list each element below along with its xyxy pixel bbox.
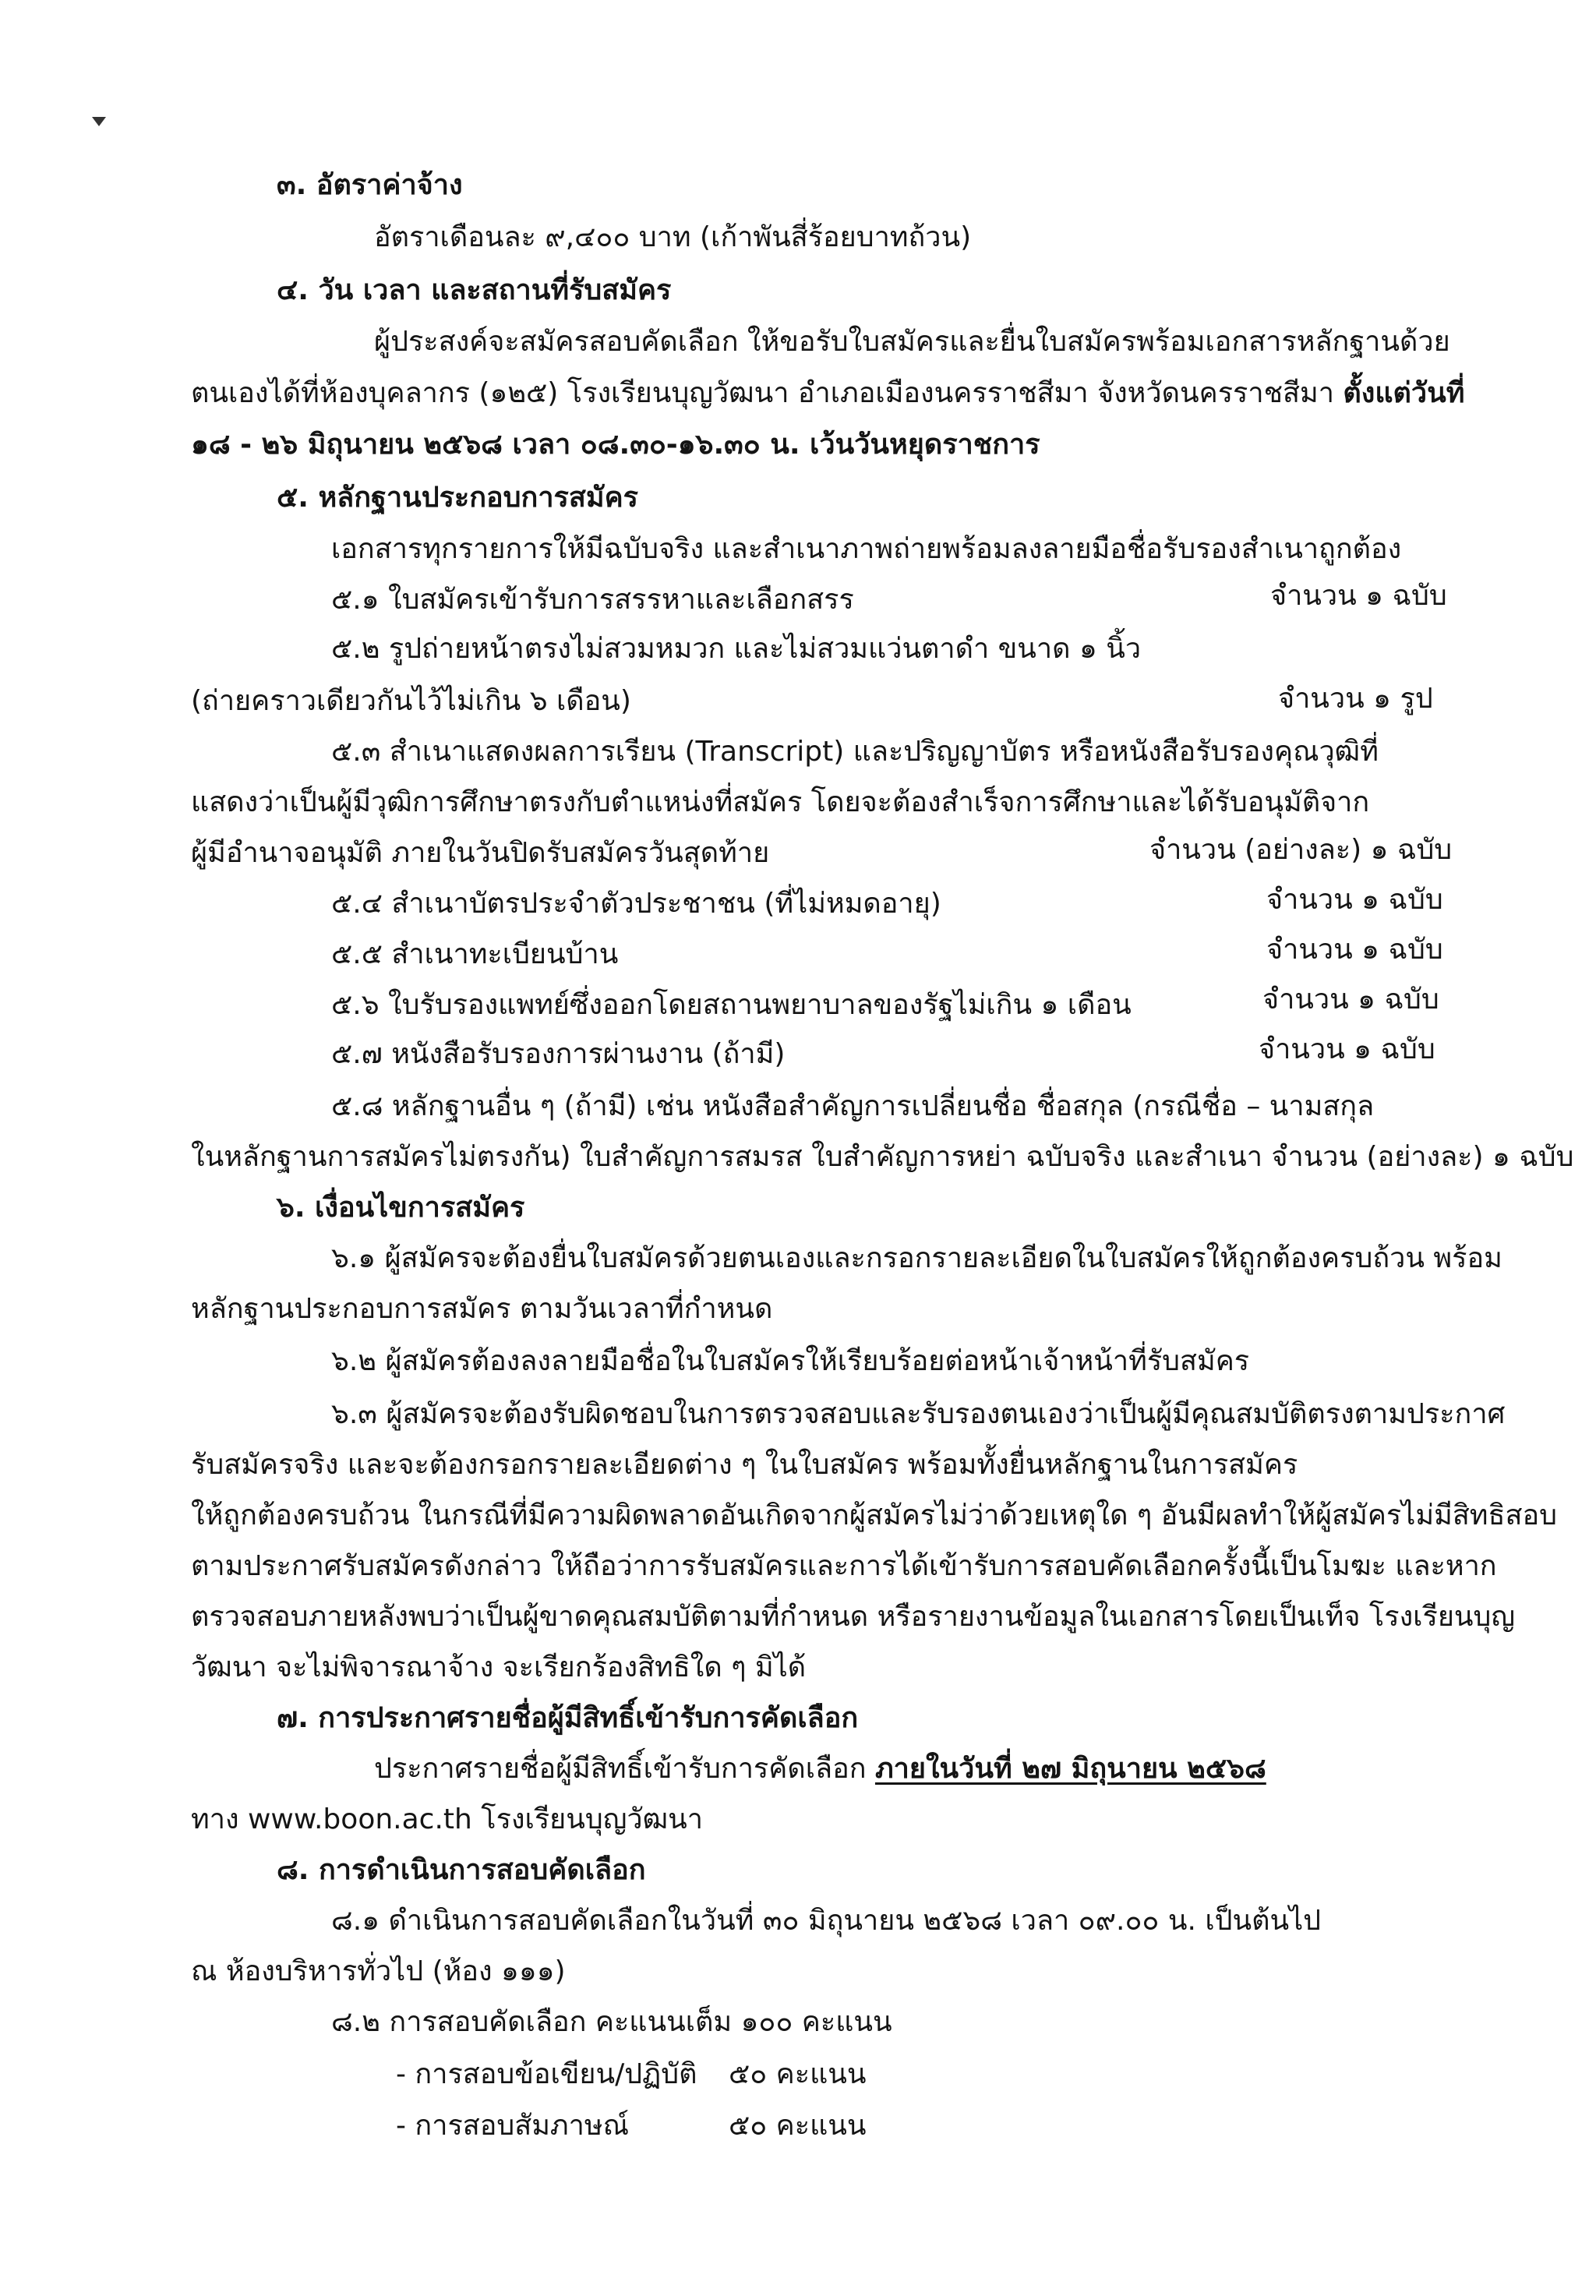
doc-item-5-6: ๕.๖ ใบรับรองแพทย์ซึ่งออกโดยสถานพยาบาลของรัฐไม่เกิน ๑ เดือน bbox=[331, 989, 1132, 1021]
doc-item-5-1: ๕.๑ ใบสมัครเข้ารับการสรรหาและเลือกสรร bbox=[331, 584, 854, 616]
application-line-2: ตนเองได้ที่ห้องบุคลากร (๑๒๕) โรงเรียนบุญวัฒนา อำเภอเมืองนครราชสีมา จังหวัดนครราชสีมา ตั้งแต่วันที่ bbox=[191, 377, 1465, 409]
doc-item-5-3-cont-1: แสดงว่าเป็นผู้มีวุฒิการศึกษาตรงกับตำแหน่งที่สมัคร โดยจะต้องสำเร็จการศึกษาและได้รับอนุมัติจาก bbox=[191, 786, 1370, 818]
doc-item-5-4-amount: จำนวน ๑ ฉบับ bbox=[1266, 884, 1443, 916]
doc-item-5-7-amount: จำนวน ๑ ฉบับ bbox=[1259, 1033, 1435, 1065]
condition-6-3: ๖.๓ ผู้สมัครจะต้องรับผิดชอบในการตรวจสอบและรับรองตนเองว่าเป็นผู้มีคุณสมบัติตรงตามประกาศ bbox=[331, 1398, 1506, 1430]
doc-item-5-4: ๕.๔ สำเนาบัตรประจำตัวประชาชน (ที่ไม่หมดอายุ) bbox=[331, 888, 941, 920]
salary-rate: อัตราเดือนละ ๙,๔๐๐ บาท (เก้าพันสี่ร้อยบาทถ้วน) bbox=[374, 221, 972, 253]
exam-8-1-cont: ณ ห้องบริหารทั่วไป (ห้อง ๑๑๑) bbox=[191, 1955, 566, 1987]
doc-item-5-3: ๕.๓ สำเนาแสดงผลการเรียน (Transcript) และปริญญาบัตร หรือหนังสือรับรองคุณวุฒิที่ bbox=[331, 736, 1379, 768]
condition-6-3-line-2: รับสมัครจริง และจะต้องกรอกรายละเอียดต่าง ๆ ในใบสมัคร พร้อมทั้งยื่นหลักฐานในการสมัคร bbox=[191, 1449, 1298, 1481]
condition-6-3-line-3: ให้ถูกต้องครบถ้วน ในกรณีที่มีความผิดพลาดอันเกิดจากผู้สมัครไม่ว่าด้วยเหตุใด ๆ อันมีผลทำให้ผู้สมัครไม่มีสิทธิสอบ bbox=[191, 1499, 1557, 1531]
exam-interview: - การสอบสัมภาษณ์ bbox=[396, 2110, 630, 2142]
exam-written: - การสอบข้อเขียน/ปฏิบัติ bbox=[396, 2058, 697, 2090]
section-6-heading: ๖. เงื่อนไขการสมัคร bbox=[277, 1192, 525, 1224]
announcement-website: ทาง www.boon.ac.th โรงเรียนบุญวัฒนา bbox=[191, 1803, 703, 1835]
condition-6-1: ๖.๑ ผู้สมัครจะต้องยื่นใบสมัครด้วยตนเองและกรอกรายละเอียดในใบสมัครให้ถูกต้องครบถ้วน พร้อม bbox=[331, 1242, 1502, 1274]
announcement-line: ประกาศรายชื่อผู้มีสิทธิ์เข้ารับการคัดเลือก ภายในวันที่ ๒๗ มิถุนายน ๒๕๖๘ bbox=[374, 1753, 1266, 1785]
exam-interview-score: ๕๐ คะแนน bbox=[729, 2110, 867, 2142]
application-dates: ๑๘ - ๒๖ มิถุนายน ๒๕๖๘ เวลา ๐๘.๓๐-๑๖.๓๐ น. เว้นวันหยุดราชการ bbox=[191, 429, 1040, 461]
section-7-heading: ๗. การประกาศรายชื่อผู้มีสิทธิ์เข้ารับการคัดเลือก bbox=[277, 1702, 859, 1734]
condition-6-3-line-5: ตรวจสอบภายหลังพบว่าเป็นผู้ขาดคุณสมบัติตามที่กำหนด หรือรายงานข้อมูลในเอกสารโดยเป็นเท็จ โรงเรียนบุญ bbox=[191, 1601, 1516, 1633]
doc-item-5-6-amount: จำนวน ๑ ฉบับ bbox=[1262, 984, 1439, 1016]
doc-item-5-1-amount: จำนวน ๑ ฉบับ bbox=[1270, 580, 1447, 612]
section-3-heading: ๓. อัตราค่าจ้าง bbox=[277, 169, 463, 201]
condition-6-2: ๖.๒ ผู้สมัครต้องลงลายมือชื่อในใบสมัครให้เรียบร้อยต่อหน้าเจ้าหน้าที่รับสมัคร bbox=[331, 1345, 1250, 1377]
exam-8-1: ๘.๑ ดำเนินการสอบคัดเลือกในวันที่ ๓๐ มิถุนายน ๒๕๖๘ เวลา ๐๙.๐๐ น. เป็นต้นไป bbox=[331, 1905, 1322, 1937]
section-4-heading: ๔. วัน เวลา และสถานที่รับสมัคร bbox=[277, 274, 672, 306]
documents-intro: เอกสารทุกรายการให้มีฉบับจริง และสำเนาภาพถ่ายพร้อมลงลายมือชื่อรับรองสำเนาถูกต้อง bbox=[331, 533, 1402, 565]
doc-item-5-5: ๕.๕ สำเนาทะเบียนบ้าน bbox=[331, 938, 619, 970]
doc-item-5-3-amount: จำนวน (อย่างละ) ๑ ฉบับ bbox=[1149, 834, 1453, 866]
doc-item-5-8-cont: ในหลักฐานการสมัครไม่ตรงกัน) ใบสำคัญการสมรส ใบสำคัญการหย่า ฉบับจริง และสำเนา จำนวน (อย่างละ) ๑ ฉบับ bbox=[191, 1141, 1574, 1173]
section-5-heading: ๕. หลักฐานประกอบการสมัคร bbox=[277, 482, 638, 514]
condition-6-3-line-6: วัฒนา จะไม่พิจารณาจ้าง จะเรียกร้องสิทธิใด ๆ มิได้ bbox=[191, 1651, 807, 1683]
doc-item-5-5-amount: จำนวน ๑ ฉบับ bbox=[1266, 934, 1443, 966]
doc-item-5-2-amount: จำนวน ๑ รูป bbox=[1278, 683, 1433, 715]
doc-item-5-3-cont-2: ผู้มีอำนาจอนุมัติ ภายในวันปิดรับสมัครวันสุดท้าย bbox=[191, 837, 770, 869]
doc-item-5-2: ๕.๒ รูปถ่ายหน้าตรงไม่สวมหมวก และไม่สวมแว่นตาดำ ขนาด ๑ นิ้ว bbox=[331, 633, 1142, 665]
announcement-date: ภายในวันที่ ๒๗ มิถุนายน ๒๕๖๘ bbox=[874, 1753, 1266, 1785]
doc-item-5-7: ๕.๗ หนังสือรับรองการผ่านงาน (ถ้ามี) bbox=[331, 1038, 786, 1070]
doc-item-5-2-cont: (ถ่ายคราวเดียวกันไว้ไม่เกิน ๖ เดือน) bbox=[191, 685, 631, 717]
condition-6-1-cont: หลักฐานประกอบการสมัคร ตามวันเวลาที่กำหนด bbox=[191, 1293, 773, 1325]
scan-mark bbox=[92, 117, 106, 126]
section-8-heading: ๘. การดำเนินการสอบคัดเลือก bbox=[277, 1854, 646, 1886]
application-line-1: ผู้ประสงค์จะสมัครสอบคัดเลือก ให้ขอรับใบสมัครและยื่นใบสมัครพร้อมเอกสารหลักฐานด้วย bbox=[374, 326, 1450, 358]
exam-8-2: ๘.๒ การสอบคัดเลือก คะแนนเต็ม ๑๐๐ คะแนน bbox=[331, 2006, 892, 2038]
condition-6-3-line-4: ตามประกาศรับสมัครดังกล่าว ให้ถือว่าการรับสมัครและการได้เข้ารับการสอบคัดเลือกครั้งนี้เป็นโมฆะ และหาก bbox=[191, 1550, 1497, 1582]
exam-written-score: ๕๐ คะแนน bbox=[729, 2058, 867, 2090]
doc-item-5-8: ๕.๘ หลักฐานอื่น ๆ (ถ้ามี) เช่น หนังสือสำคัญการเปลี่ยนชื่อ ชื่อสกุล (กรณีชื่อ – นามสกุล bbox=[331, 1090, 1375, 1122]
